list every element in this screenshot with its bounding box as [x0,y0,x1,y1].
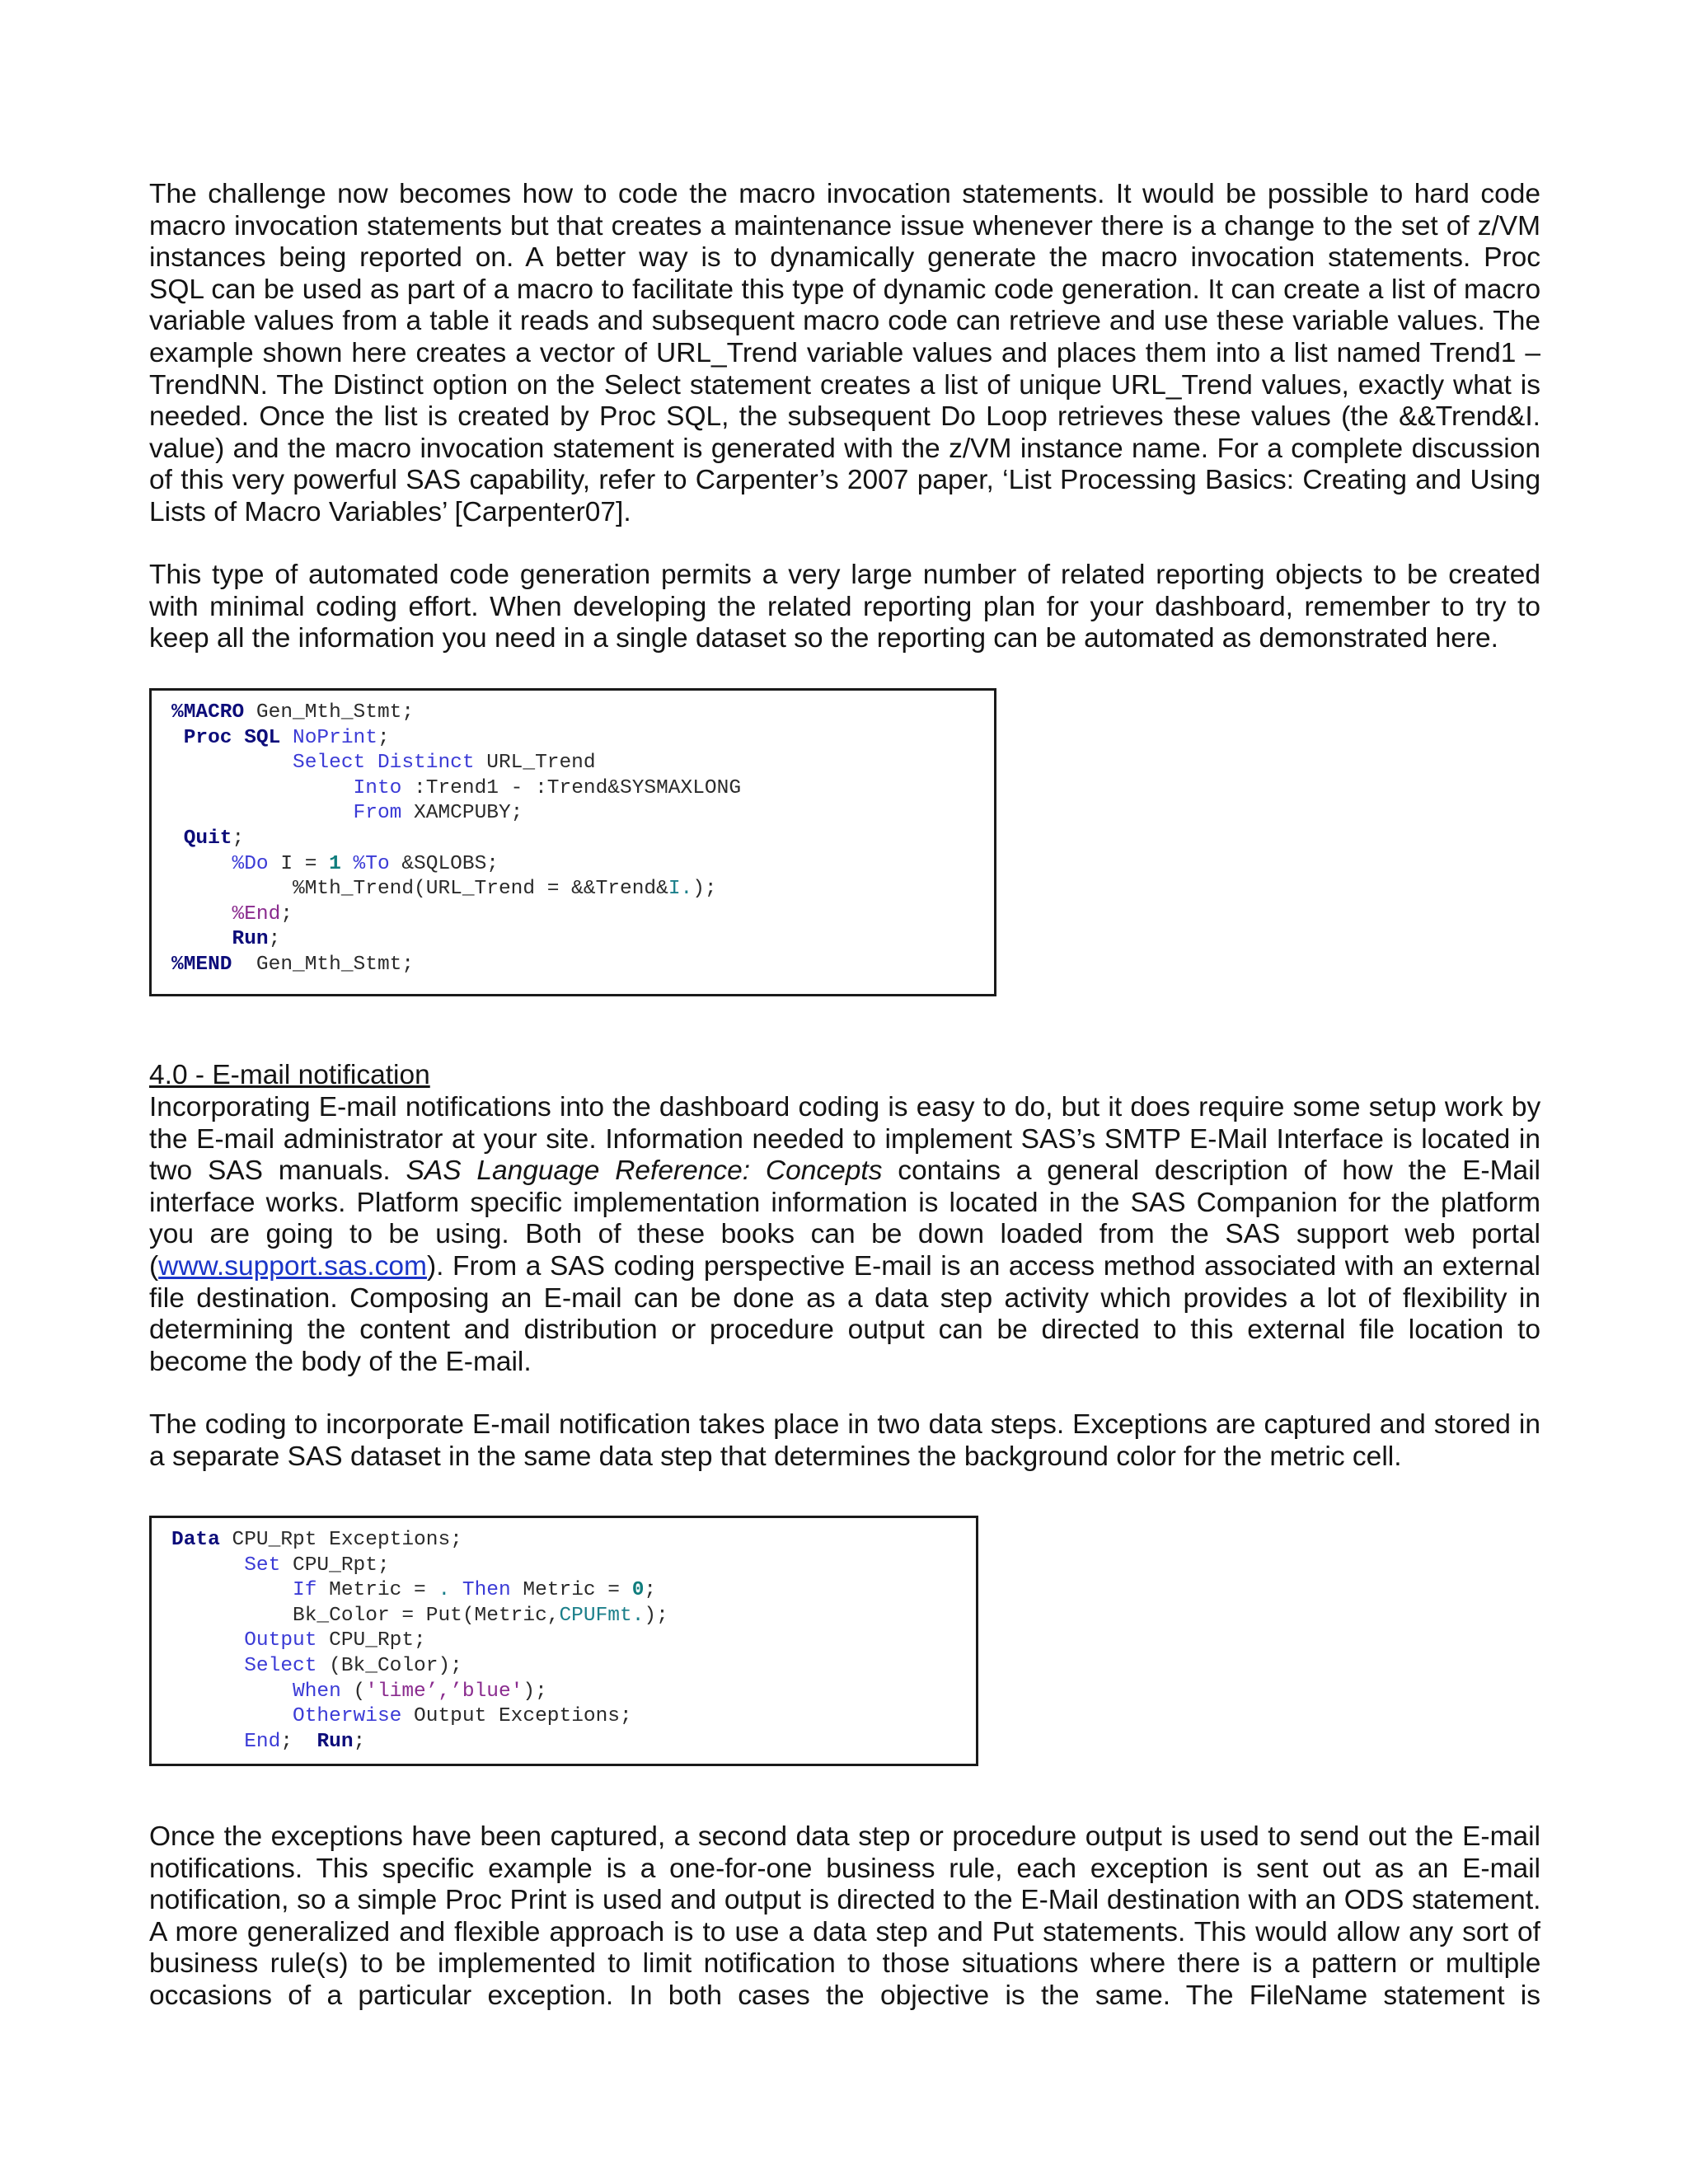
code-keyword: Run [171,928,269,951]
text-line: you are going to be using. Both of these books can be down loaded from the SAS support web portal [149,1219,1540,1250]
code-text: I = [268,852,330,875]
code-text: Gen_Mth_Stmt; [244,701,415,724]
text-line [149,1251,1540,1283]
code-line [171,827,994,852]
code-text: ; [232,827,245,850]
code-line [171,1680,976,1705]
text-line: The coding to incorporate E-mail notification takes place in two data steps. Exceptions are captured and stored in [149,1409,1540,1440]
code-line [171,1654,976,1680]
text-line: instances being reported on. A better way is to dynamically generate the macro invocation statements. Proc [149,242,1540,274]
text-line: the E-mail administrator at your site. Information needed to implement SAS’s SMTP E-Mail Interface is located in [149,1123,1540,1155]
text-line: occasions of a particular exception. In both cases the objective is the same. The FileName statement is [149,1980,1540,2011]
code-statement: Into [171,776,402,799]
paragraph-automated-code [149,560,1540,655]
code-statement: Select [171,1654,317,1677]
code-line [171,1604,976,1629]
text-line [149,1155,1540,1188]
code-line [171,1629,976,1654]
code-line [171,852,994,878]
code-text: Bk_Color = Put(Metric, [171,1604,560,1627]
text-line: with minimal coding effort. When developing the related reporting plan for your dashboard, remember to try to [149,591,1540,622]
text-line: Incorporating E-mail notifications into the dashboard coding is easy to do, but it does require some setup work by [149,1092,1541,1122]
code-text: ); [523,1680,547,1703]
text-line: variable values from a table it reads and subsequent macro code can retrieve and use these variable values. The [149,306,1540,337]
code-statement: Output [171,1629,317,1652]
code-line [171,1554,976,1579]
code-block-macro [149,688,996,996]
code-text: ; [280,1730,317,1753]
text-line: TrendNN. The Distinct option on the Select statement creates a list of unique URL_Trend values, exactly what is [149,369,1540,401]
code-line [171,1578,976,1604]
code-keyword: Run [316,1730,354,1753]
book-title: SAS Language Reference: Concepts [406,1155,883,1187]
section-heading: 4.0 - E-mail notification [149,1060,430,1090]
code-text: CPU_Rpt; [280,1554,390,1577]
code-text: ; [280,902,293,926]
paragraph-macro-invocation [149,179,1540,529]
text-run: two SAS manuals. [149,1155,406,1187]
text-run: contains a general description of how the E-Mail [882,1155,1540,1187]
code-statement: %To [340,852,390,875]
text-line: Lists of Macro Variables’ [Carpenter07]. [149,496,631,527]
text-run: ( [149,1250,159,1282]
text-line: notification, so a simple Proc Print is used and output is directed to the E-Mail destination with an ODS statement. [149,1885,1541,1916]
text-line: determining the content and distribution or procedure output can be directed to this external file location to [149,1315,1541,1346]
sas-support-link[interactable]: www.support.sas.com [158,1250,427,1282]
paragraph-two-data-steps [149,1409,1540,1473]
code-statement: %Do [171,852,269,875]
code-line [171,877,994,902]
code-keyword: Proc SQL [171,726,281,749]
text-run: ). From a SAS coding perspective E-mail is an access method associated with an external [426,1250,1540,1282]
code-line [171,701,994,726]
text-line: file destination. Composing an E-mail can be done as a data step activity which provides a lot of flexibility in [149,1282,1540,1314]
code-line [171,751,994,776]
code-statement: If [171,1579,317,1602]
text-line: notifications. This specific example is a one-for-one business rule, each exception is sent out as an E-mail [149,1853,1540,1884]
code-text: ; [377,726,390,749]
code-line [171,1528,976,1554]
text-line: This type of automated code generation permits a very large number of related reporting objects to be created [149,560,1540,590]
code-missing: . [438,1579,451,1602]
code-text: ; [268,928,281,951]
text-line: example shown here creates a vector of URL_Trend variable values and places them into a list named Trend1 – [149,337,1540,368]
code-text: Metric = [510,1579,632,1602]
code-format: CPUFmt. [559,1604,645,1627]
text-line: SQL can be used as part of a macro to facilitate this type of dynamic code generation. It can create a list of macro [149,274,1541,305]
text-line: needed. Once the list is created by Proc SQL, the subsequent Do Loop retrieves these values (the &&Trend&I. [149,401,1540,433]
code-number: 1 [329,852,341,875]
code-text: ; [644,1579,657,1602]
code-text: %Mth_Trend(URL_Trend = &&Trend& [171,878,668,901]
code-line [171,953,994,978]
code-number: 0 [631,1579,645,1602]
text-line: become the body of the E-mail. [149,1346,532,1377]
code-statement: Select Distinct [171,752,475,775]
text-line: Once the exceptions have been captured, a second data step or procedure output is used to send out the E-mail [149,1821,1540,1852]
code-string: 'lime’,’blue' [365,1680,523,1703]
code-text: ( [340,1680,366,1703]
text-line: value) and the macro invocation statement is generated with the z/VM instance name. For a complete discussion [149,433,1540,464]
code-statement: Set [171,1554,281,1577]
code-block-data-step [149,1516,978,1766]
code-option: NoPrint [280,726,377,749]
code-statement: End [171,1730,281,1753]
code-line [171,1730,976,1755]
code-statement: When [171,1680,341,1703]
code-text: ); [692,878,717,901]
code-statement: %End [171,902,281,926]
text-line: A more generalized and flexible approach is to use a data step and Put statements. This would allow any sort of [149,1916,1540,1947]
code-text: (Bk_Color); [316,1654,462,1677]
code-keyword: %MACRO [171,701,245,724]
code-line [171,801,994,827]
code-text: CPU_Rpt; [316,1629,426,1652]
paragraph-email-notification [149,1092,1540,1378]
paragraph-exceptions-captured [149,1821,1540,2013]
code-text: Metric = [316,1579,438,1602]
code-text: &SQLOBS; [389,852,499,875]
code-text: ); [644,1604,668,1627]
code-text: Gen_Mth_Stmt; [232,953,415,976]
code-line [171,902,994,928]
code-statement: From [171,802,402,825]
code-line [171,927,994,953]
text-line: interface works. Platform specific implementation information is located in the SAS Companion for the platform [149,1187,1540,1218]
text-line: business rule(s) to be implemented to limit notification to those situations where there is a pattern or multiple [149,1948,1541,1980]
code-text: XAMCPUBY; [401,802,523,825]
code-line [171,776,994,802]
text-line: keep all the information you need in a single dataset so the reporting can be automated as demonstrated here. [149,623,1498,654]
code-text: CPU_Rpt Exceptions; [219,1529,462,1551]
code-format: I. [668,878,693,901]
code-statement: Otherwise [171,1705,402,1728]
code-line [171,726,994,752]
code-text: :Trend1 - :Trend&SYSMAXLONG [401,776,742,799]
code-statement: Then [450,1579,511,1602]
text-line: a separate SAS dataset in the same data step that determines the background color for the metric cell. [149,1441,1402,1472]
text-line: The challenge now becomes how to code the macro invocation statements. It would be possible to hard code [149,179,1540,209]
text-line: macro invocation statements but that creates a maintenance issue whenever there is a change to the set of z/VM [149,210,1541,241]
code-line [171,1704,976,1730]
code-text: ; [353,1730,366,1753]
code-text: Output Exceptions; [401,1705,632,1728]
code-text: URL_Trend [474,752,596,775]
code-keyword: Data [171,1529,220,1551]
code-keyword: %MEND [171,953,232,976]
code-keyword: Quit [171,827,232,850]
text-line: of this very powerful SAS capability, refer to Carpenter’s 2007 paper, ‘List Processing Basics: Creating and Using [149,465,1541,496]
